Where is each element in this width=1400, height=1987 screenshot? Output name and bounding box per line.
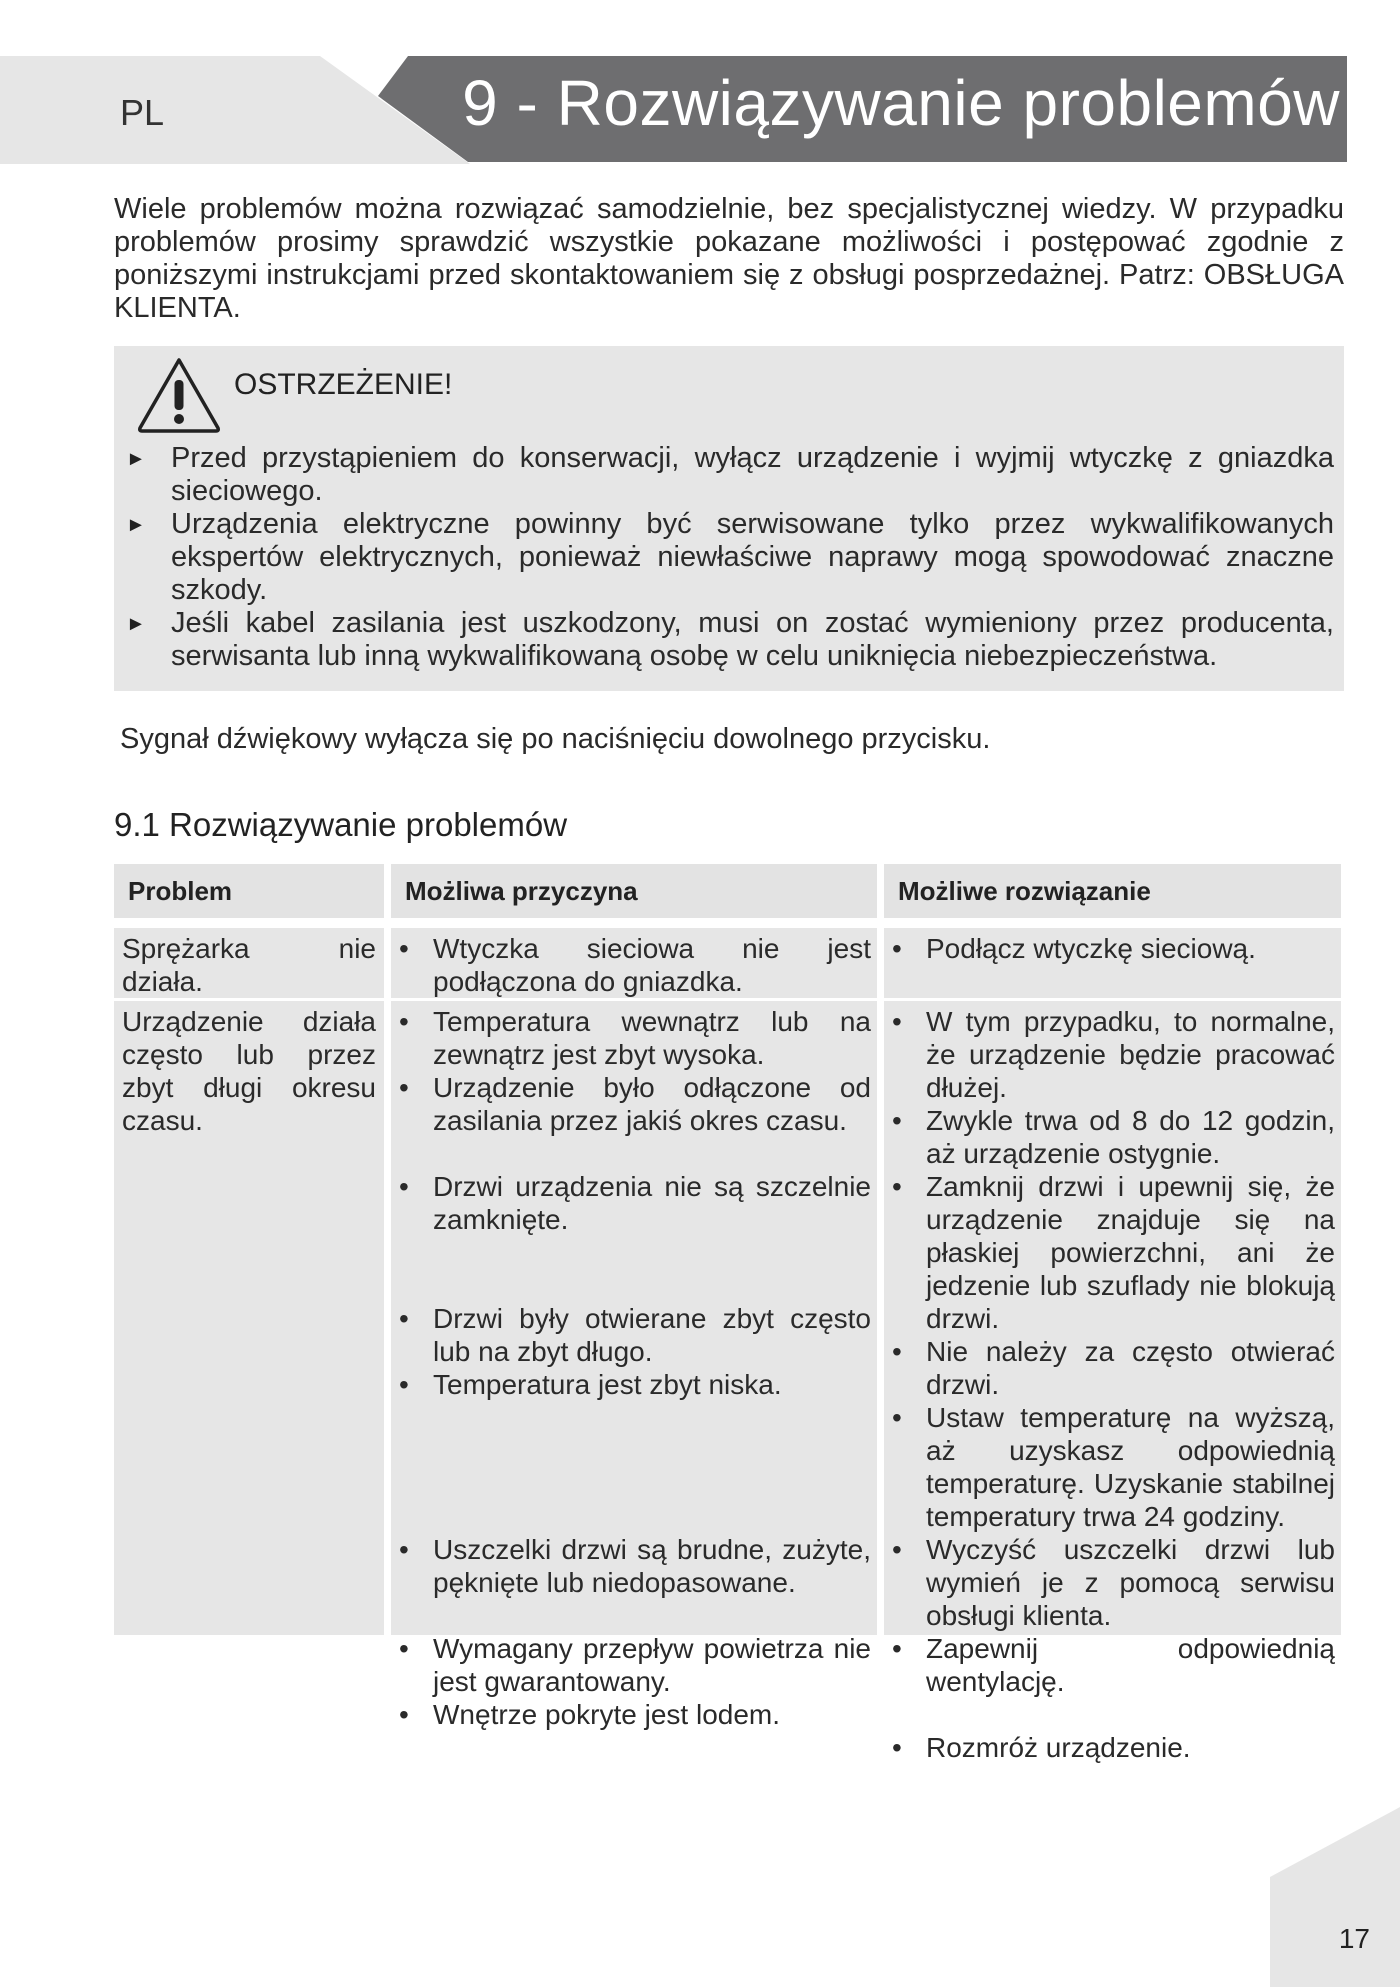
list-item: • Wnętrze pokryte jest lodem. bbox=[391, 1698, 877, 1731]
warning-item: ► Jeśli kabel zasilania jest uszkodzony, musi on zostać wymieniony przez producenta, serwisanta lub inną wykwalifikowaną osobę w celu uniknięcia niebezpieczeństwa. bbox=[126, 607, 1334, 672]
table-header-problem: Problem bbox=[114, 864, 384, 918]
list-item: • Urządzenie było odłączone od zasilania przez jakiś okres czasu. bbox=[391, 1071, 877, 1137]
intro-paragraph: Wiele problemów można rozwiązać samodzielnie, bez specjalistycznej wiedzy. W przypadku problemów prosimy sprawdzić wszystkie pokazane możliwości i postępować zgodnie z poniższymi instrukcjami przed skontaktowaniem się z obsługi posprzedażnej. Patrz: OBSŁUGA KLIENTA. bbox=[114, 193, 1344, 324]
list-item: • Rozmróż urządzenie. bbox=[884, 1731, 1341, 1764]
table-cell-cause bbox=[391, 928, 877, 998]
list-item: • Drzwi urządzenia nie są szczelnie zamknięte. bbox=[391, 1170, 877, 1236]
table-cell-solution bbox=[884, 928, 1341, 998]
list-item: • Zapewnij odpowiednią wentylację. bbox=[884, 1632, 1341, 1698]
table-cell-solution bbox=[884, 1001, 1341, 1763]
arrow-bullet-icon: ► bbox=[126, 448, 146, 470]
list-item: • Podłącz wtyczkę sieciową. bbox=[884, 932, 1341, 965]
arrow-bullet-icon: ► bbox=[126, 613, 146, 635]
section-title: 9.1 Rozwiązywanie problemów bbox=[114, 806, 568, 843]
list-item: • W tym przypadku, to normalne, że urządzenie będzie pracować dłużej. bbox=[884, 1005, 1341, 1104]
list-item: • Zwykle trwa od 8 do 12 godzin, aż urządzenie ostygnie. bbox=[884, 1104, 1341, 1170]
table-cell-problem: Urządzenie działa często lub przez zbyt długi okresu czasu. bbox=[114, 1001, 384, 1635]
list-item: • Ustaw temperaturę na wyższą, aż uzyskasz odpowiednią temperaturę. Uzyskanie stabilnej temperatury trwa 24 godziny. bbox=[884, 1401, 1341, 1533]
warning-title: OSTRZEŻENIE! bbox=[234, 368, 453, 401]
list-item: • Temperatura wewnątrz lub na zewnątrz jest zbyt wysoka. bbox=[391, 1005, 877, 1071]
page-title: 9 - Rozwiązywanie problemów bbox=[462, 67, 1340, 139]
table-cell-cause bbox=[391, 1001, 877, 1730]
list-item: • Wtyczka sieciowa nie jest podłączona do gniazdka. bbox=[391, 932, 877, 998]
list-item: • Wymagany przepływ powietrza nie jest gwarantowany. bbox=[391, 1632, 877, 1698]
page-number: 17 bbox=[1338, 1923, 1370, 1954]
list-item: • Nie należy za często otwierać drzwi. bbox=[884, 1335, 1341, 1401]
table-header-solution: Możliwe rozwiązanie bbox=[884, 864, 1341, 918]
table-header-cause: Możliwa przyczyna bbox=[391, 864, 877, 918]
list-item: • Temperatura jest zbyt niska. bbox=[391, 1368, 877, 1401]
page-corner bbox=[1270, 1807, 1400, 1987]
table-cell-problem: Sprężarka nie działa. bbox=[114, 928, 384, 998]
beep-note: Sygnał dźwiękowy wyłącza się po naciśnięciu dowolnego przycisku. bbox=[120, 723, 991, 755]
warning-triangle-icon bbox=[136, 356, 222, 434]
list-item: • Zamknij drzwi i upewnij się, że urządzenie znajduje się na płaskiej powierzchni, ani że jedzenie lub szuflady nie blokują drzwi. bbox=[884, 1170, 1341, 1335]
arrow-bullet-icon: ► bbox=[126, 514, 146, 536]
language-label: PL bbox=[120, 92, 165, 133]
list-item: • Drzwi były otwierane zbyt często lub na zbyt długo. bbox=[391, 1302, 877, 1368]
warning-box bbox=[114, 346, 1344, 691]
list-item: • Uszczelki drzwi są brudne, zużyte, pęknięte lub niedopasowane. bbox=[391, 1533, 877, 1599]
warning-item: ► Urządzenia elektryczne powinny być serwisowane tylko przez wykwalifikowanych ekspertów elektrycznych, ponieważ niewłaściwe naprawy mogą spowodować znaczne szkody. bbox=[126, 508, 1334, 606]
warning-list bbox=[114, 442, 1344, 673]
list-item: • Wyczyść uszczelki drzwi lub wymień je z pomocą serwisu obsługi klienta. bbox=[884, 1533, 1341, 1632]
warning-item: ► Przed przystąpieniem do konserwacji, wyłącz urządzenie i wyjmij wtyczkę z gniazdka sieciowego. bbox=[126, 442, 1334, 507]
